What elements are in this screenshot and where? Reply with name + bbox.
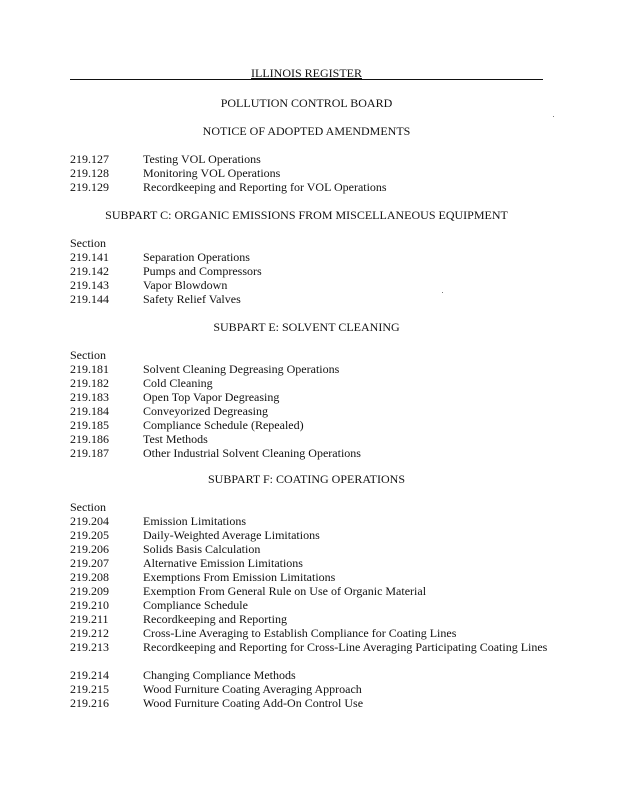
- register-title: ILLINOIS REGISTER: [251, 66, 362, 80]
- section-title: Conveyorized Degreasing: [143, 404, 268, 418]
- subpart-f-heading: SUBPART F: COATING OPERATIONS: [208, 472, 405, 486]
- section-title: Monitoring VOL Operations: [143, 166, 281, 180]
- list-item: [70, 584, 550, 598]
- section-title: Recordkeeping and Reporting: [143, 612, 287, 626]
- list-item: [70, 404, 550, 418]
- section-title: Wood Furniture Coating Averaging Approach: [143, 682, 362, 696]
- section-number: 219.206: [70, 542, 109, 556]
- subpart-c-list: [70, 236, 550, 306]
- section-number: 219.214: [70, 668, 109, 682]
- section-title: Emission Limitations: [143, 514, 247, 528]
- section-number: 219.127: [70, 152, 109, 166]
- section-number: 219.129: [70, 180, 109, 194]
- list-item: [70, 432, 550, 446]
- notice-title: NOTICE OF ADOPTED AMENDMENTS: [202, 124, 411, 138]
- section-number: 219.210: [70, 598, 109, 612]
- section-title: Exemption From General Rule on Use of Organic Material: [143, 584, 427, 598]
- section-number: 219.212: [70, 626, 109, 640]
- section-title: Compliance Schedule: [143, 598, 248, 612]
- list-item: [70, 292, 550, 306]
- section-number: 219.215: [70, 682, 109, 696]
- section-number: 219.208: [70, 570, 109, 584]
- section-title: Test Methods: [143, 432, 208, 446]
- section-number: 219.144: [70, 292, 109, 306]
- section-title: Wood Furniture Coating Add-On Control Use: [143, 696, 364, 710]
- section-title: Open Top Vapor Degreasing: [143, 390, 280, 404]
- section-title: Cold Cleaning: [143, 376, 213, 390]
- section-number: 219.142: [70, 264, 109, 278]
- list-item: [70, 180, 550, 194]
- list-item: [70, 598, 550, 612]
- list-item: [70, 640, 550, 668]
- section-number: 219.216: [70, 696, 109, 710]
- list-item: [70, 152, 550, 166]
- section-number: 219.186: [70, 432, 109, 446]
- top-section-list: [70, 152, 550, 194]
- section-title: Safety Relief Valves: [143, 292, 241, 306]
- list-item: [70, 570, 550, 584]
- list-item: [70, 278, 550, 292]
- subpart-f-list: [70, 500, 550, 710]
- subpart-e-list: [70, 348, 550, 460]
- section-title: Pumps and Compressors: [143, 264, 262, 278]
- list-item: [70, 682, 550, 696]
- section-title: Changing Compliance Methods: [143, 668, 296, 682]
- list-item: [70, 264, 550, 278]
- section-number: 219.183: [70, 390, 109, 404]
- section-title: Alternative Emission Limitations: [143, 556, 303, 570]
- section-title: Testing VOL Operations: [143, 152, 261, 166]
- list-item: [70, 362, 550, 376]
- section-number: 219.128: [70, 166, 109, 180]
- section-number: 219.204: [70, 514, 109, 528]
- section-number: 219.182: [70, 376, 109, 390]
- section-number: 219.181: [70, 362, 109, 376]
- scan-speck: [553, 116, 554, 117]
- header-rule: [70, 79, 543, 80]
- list-item: [70, 696, 550, 710]
- section-number: 219.143: [70, 278, 109, 292]
- section-title: Separation Operations: [143, 250, 250, 264]
- section-title: Vapor Blowdown: [143, 278, 228, 292]
- list-item: [70, 514, 550, 528]
- list-item: [70, 626, 550, 640]
- list-item: [70, 612, 550, 626]
- list-item: [70, 166, 550, 180]
- section-label: Section: [70, 348, 106, 362]
- section-number: 219.205: [70, 528, 109, 542]
- section-number: 219.213: [70, 640, 109, 654]
- section-number: 219.184: [70, 404, 109, 418]
- list-item: [70, 250, 550, 264]
- section-label: Section: [70, 236, 106, 250]
- subpart-c-heading: SUBPART C: ORGANIC EMISSIONS FROM MISCELLANEOUS EQUIPMENT: [105, 208, 508, 222]
- list-item: [70, 390, 550, 404]
- section-title: Recordkeeping and Reporting for VOL Operations: [143, 180, 387, 194]
- scan-speck: [442, 292, 443, 293]
- section-title: Cross-Line Averaging to Establish Compliance for Coating Lines: [143, 626, 457, 640]
- section-title: Other Industrial Solvent Cleaning Operations: [143, 446, 361, 460]
- list-item: [70, 668, 550, 682]
- section-number: 219.211: [70, 612, 109, 626]
- section-number: 219.141: [70, 250, 109, 264]
- list-item: [70, 542, 550, 556]
- board-name: POLLUTION CONTROL BOARD: [220, 96, 393, 110]
- section-title: Compliance Schedule (Repealed): [143, 418, 304, 432]
- list-item: [70, 418, 550, 432]
- subpart-e-heading: SUBPART E: SOLVENT CLEANING: [213, 320, 400, 334]
- list-item: [70, 446, 550, 460]
- list-item: [70, 556, 550, 570]
- section-title: Solids Basis Calculation: [143, 542, 261, 556]
- list-item: [70, 528, 550, 542]
- section-number: 219.209: [70, 584, 109, 598]
- section-title: Recordkeeping and Reporting for Cross-Line Averaging Participating Coating Lines: [143, 640, 548, 654]
- section-number: 219.185: [70, 418, 109, 432]
- section-label: Section: [70, 500, 106, 514]
- section-number: 219.207: [70, 556, 109, 570]
- section-title: Daily-Weighted Average Limitations: [143, 528, 320, 542]
- list-item: [70, 376, 550, 390]
- section-title: Solvent Cleaning Degreasing Operations: [143, 362, 340, 376]
- section-number: 219.187: [70, 446, 109, 460]
- section-title: Exemptions From Emission Limitations: [143, 570, 336, 584]
